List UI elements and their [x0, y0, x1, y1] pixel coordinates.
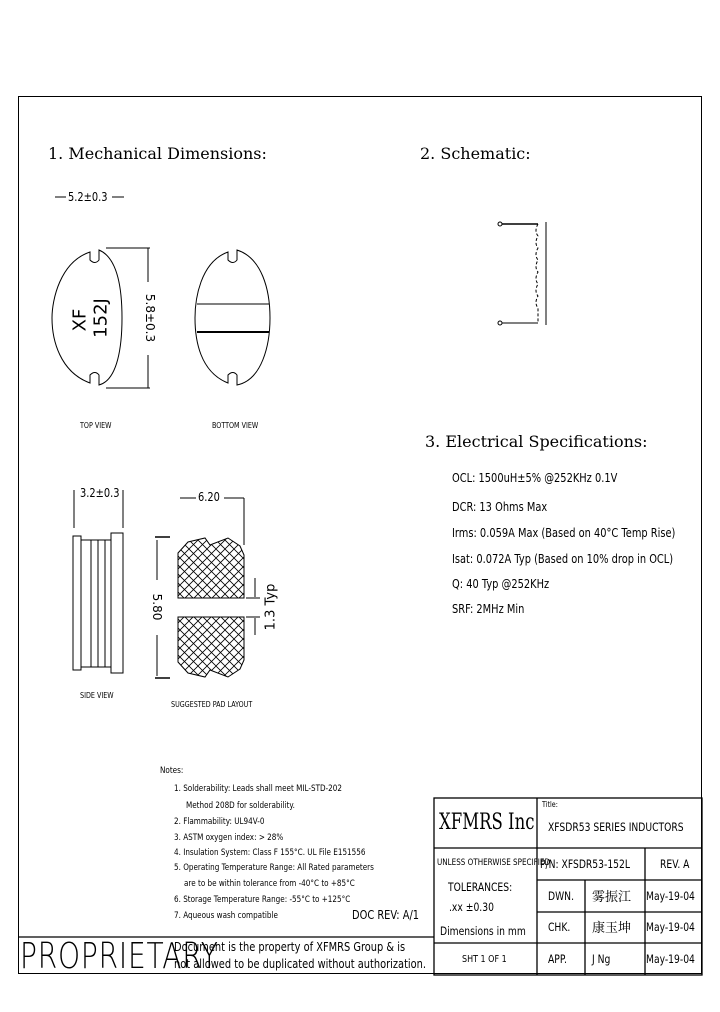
- note-item: Method 208D for solderability.: [186, 801, 295, 811]
- section-heading-mechanical: 1. Mechanical Dimensions:: [48, 144, 267, 163]
- pad-layout: [155, 498, 260, 678]
- title-label: Title:: [542, 800, 558, 809]
- signature-checked: 康玉坤: [592, 921, 632, 936]
- label-pad-layout: SUGGESTED PAD LAYOUT: [171, 700, 253, 709]
- signature-approved: J Ng: [592, 952, 611, 966]
- tolerances-label: TOLERANCES:: [448, 880, 513, 894]
- label-side-view: SIDE VIEW: [80, 691, 114, 700]
- spec-isat: Isat: 0.072A Typ (Based on 10% drop in OCL): [452, 552, 674, 566]
- dimension-pad-width: 6.20: [198, 490, 220, 504]
- spec-dcr: DCR: 13 Ohms Max: [452, 500, 548, 514]
- note-item: 6. Storage Temperature Range: -55°C to +125°C: [174, 895, 351, 905]
- date-approved: May-19-04: [646, 952, 695, 966]
- dimension-pad-height: 5.80: [150, 593, 164, 621]
- date-drawn: May-19-04: [646, 889, 695, 903]
- drawing-title: XFSDR53 SERIES INDUCTORS: [548, 820, 684, 834]
- unless-specified: UNLESS OTHERWISE SPECIFIED: [437, 858, 551, 868]
- company-name: XFMRS Inc: [439, 810, 535, 835]
- role-approved: APP.: [548, 952, 567, 966]
- bottom-view-outline: [195, 250, 270, 385]
- dimension-width: 5.2±0.3: [68, 190, 108, 204]
- part-number: P/N: XFSDR53-152L: [540, 857, 631, 871]
- dimension-pad-gap: 1.3 Typ: [263, 583, 279, 631]
- notes-title: Notes:: [160, 766, 184, 776]
- role-drawn: DWN.: [548, 889, 574, 903]
- note-item: 5. Operating Temperature Range: All Rated parameters: [174, 863, 374, 873]
- signature-drawn: 雾振江: [592, 890, 632, 905]
- dimensions-unit: Dimensions in mm: [440, 924, 526, 938]
- marking-xf: XF: [69, 308, 91, 332]
- label-bottom-view: BOTTOM VIEW: [212, 421, 259, 430]
- note-item: 3. ASTM oxygen index: > 28%: [174, 833, 284, 843]
- schematic-symbol: [498, 222, 546, 325]
- dimension-height: 5.8±0.3: [143, 293, 157, 343]
- note-item: 1. Solderability: Leads shall meet MIL-STD-202: [174, 784, 342, 794]
- section-heading-electrical: 3. Electrical Specifications:: [425, 432, 648, 451]
- note-item: 2. Flammability: UL94V-0: [174, 817, 265, 827]
- note-item: 7. Aqueous wash compatible: [174, 911, 278, 921]
- role-checked: CHK.: [548, 920, 571, 934]
- marking-part: 152J: [90, 298, 112, 338]
- sheet-number: SHT 1 OF 1: [462, 954, 507, 965]
- date-checked: May-19-04: [646, 920, 695, 934]
- proprietary-line1: Document is the property of XFMRS Group & is: [174, 940, 406, 954]
- dimension-side-width: 3.2±0.3: [80, 486, 120, 500]
- spec-srf: SRF: 2MHz Min: [452, 602, 525, 616]
- label-top-view: TOP VIEW: [80, 421, 112, 430]
- side-view-outline: [73, 490, 123, 673]
- spec-q: Q: 40 Typ @252KHz: [452, 577, 550, 591]
- tolerance-value: .xx ±0.30: [449, 900, 494, 914]
- doc-rev: DOC REV: A/1: [352, 908, 420, 922]
- proprietary-line2: not allowed to be duplicated without authorization.: [174, 957, 427, 971]
- note-item: 4. Insulation System: Class F 155°C. UL File E151556: [174, 848, 366, 858]
- note-item: are to be within tolerance from -40°C to +85°C: [184, 879, 355, 889]
- proprietary-label: PROPRIETARY: [20, 936, 219, 977]
- section-heading-schematic: 2. Schematic:: [420, 144, 531, 163]
- spec-ocl: OCL: 1500uH±5% @252KHz 0.1V: [452, 471, 618, 485]
- spec-irms: Irms: 0.059A Max (Based on 40°C Temp Rise): [452, 526, 676, 540]
- revision: REV. A: [660, 857, 690, 871]
